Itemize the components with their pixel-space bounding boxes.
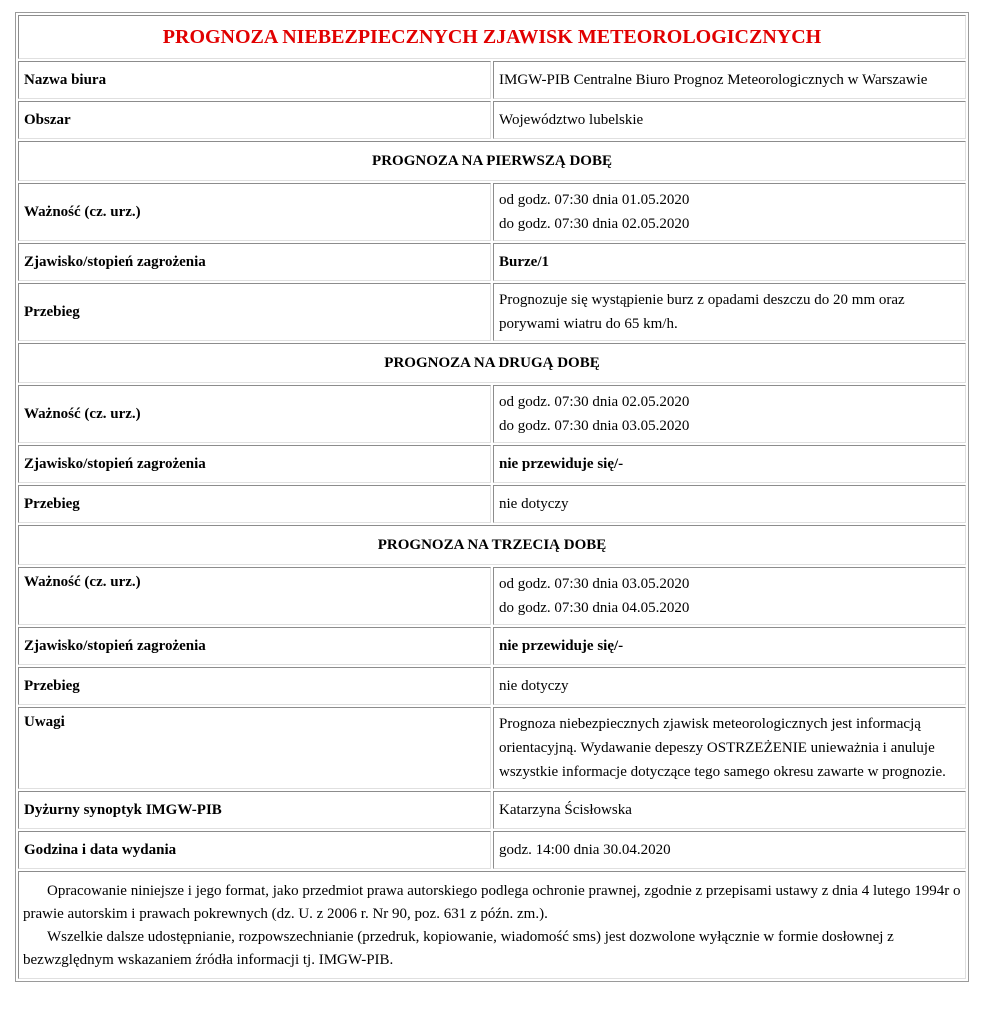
- day1-heading-row: [18, 141, 966, 181]
- office-value: IMGW-PIB Centralne Biuro Prognoz Meteorologicznych w Warszawie: [493, 61, 966, 99]
- day3-heading: PROGNOZA NA TRZECIĄ DOBĘ: [18, 525, 966, 565]
- day2-validity-from: od godz. 07:30 dnia 02.05.2020: [499, 394, 690, 410]
- remarks-row: [18, 707, 966, 789]
- day3-heading-row: [18, 525, 966, 565]
- day1-phenomenon-label: Zjawisko/stopień zagrożenia: [18, 243, 491, 281]
- day3-course-label: Przebieg: [18, 667, 491, 705]
- issued-value: godz. 14:00 dnia 30.04.2020: [493, 831, 966, 869]
- title-row: [18, 15, 966, 59]
- day3-validity-from: od godz. 07:30 dnia 03.05.2020: [499, 576, 690, 592]
- copyright-paragraph-1: Opracowanie niniejsze i jego format, jako przedmiot prawa autorskiego podlega ochronie prawnej, zgodnie z przepisami ustawy z dnia 4 lutego 1994r o prawie autorskim i prawach pokrewnych (dz. U. z 2006 r. Nr 90, poz. 631 z późn. zm.).: [23, 883, 961, 922]
- day2-phenomenon-row: [18, 445, 966, 483]
- day1-validity-from: od godz. 07:30 dnia 01.05.2020: [499, 192, 690, 208]
- forecast-document: [15, 12, 969, 982]
- day2-phenomenon-value: nie przewiduje się/-: [493, 445, 966, 483]
- day1-course-row: [18, 283, 966, 341]
- day2-heading-row: [18, 343, 966, 383]
- day2-course-label: Przebieg: [18, 485, 491, 523]
- day3-validity-label: Ważność (cz. urz.): [18, 567, 491, 625]
- forecaster-value: Katarzyna Ścisłowska: [493, 791, 966, 829]
- day1-validity-row: [18, 183, 966, 241]
- area-label: Obszar: [18, 101, 491, 139]
- document-title: PROGNOZA NIEBEZPIECZNYCH ZJAWISK METEOROLOGICZNYCH: [18, 15, 966, 59]
- day1-course-label: Przebieg: [18, 283, 491, 341]
- issued-label: Godzina i data wydania: [18, 831, 491, 869]
- forecast-table: [16, 13, 968, 981]
- issued-row: [18, 831, 966, 869]
- day2-course-value: nie dotyczy: [493, 485, 966, 523]
- day2-heading: PROGNOZA NA DRUGĄ DOBĘ: [18, 343, 966, 383]
- day2-course-row: [18, 485, 966, 523]
- day1-validity-value: [493, 183, 966, 241]
- day3-course-value: nie dotyczy: [493, 667, 966, 705]
- forecaster-row: [18, 791, 966, 829]
- day1-phenomenon-row: [18, 243, 966, 281]
- day1-phenomenon-value: Burze/1: [493, 243, 966, 281]
- day1-heading: PROGNOZA NA PIERWSZĄ DOBĘ: [18, 141, 966, 181]
- copyright-notice: [18, 871, 966, 979]
- area-row: [18, 101, 966, 139]
- day3-course-row: [18, 667, 966, 705]
- area-value: Województwo lubelskie: [493, 101, 966, 139]
- day3-validity-to: do godz. 07:30 dnia 04.05.2020: [499, 600, 690, 616]
- forecaster-label: Dyżurny synoptyk IMGW-PIB: [18, 791, 491, 829]
- day3-phenomenon-row: [18, 627, 966, 665]
- day3-phenomenon-label: Zjawisko/stopień zagrożenia: [18, 627, 491, 665]
- day2-validity-label: Ważność (cz. urz.): [18, 385, 491, 443]
- copyright-paragraph-2: Wszelkie dalsze udostępnianie, rozpowszechnianie (przedruk, kopiowanie, wiadomość sms) jest dozwolone wyłącznie w formie dosłownej z bezwzględnym wskazaniem źródła informacji tj. IMGW-PIB.: [23, 929, 894, 968]
- day1-validity-to: do godz. 07:30 dnia 02.05.2020: [499, 216, 690, 232]
- office-row: [18, 61, 966, 99]
- day2-validity-row: [18, 385, 966, 443]
- remarks-label: Uwagi: [18, 707, 491, 789]
- day3-phenomenon-value: nie przewiduje się/-: [493, 627, 966, 665]
- day1-course-value: Prognozuje się wystąpienie burz z opadami deszczu do 20 mm oraz porywami wiatru do 65 km/h.: [493, 283, 966, 341]
- day2-phenomenon-label: Zjawisko/stopień zagrożenia: [18, 445, 491, 483]
- remarks-value: Prognoza niebezpiecznych zjawisk meteorologicznych jest informacją orientacyjną. Wydawanie depeszy OSTRZEŻENIE unieważnia i anuluje wszystkie informacje dotyczące tego samego okresu zawarte w prognozie.: [493, 707, 966, 789]
- day2-validity-to: do godz. 07:30 dnia 03.05.2020: [499, 418, 690, 434]
- office-label: Nazwa biura: [18, 61, 491, 99]
- footer-row: [18, 871, 966, 979]
- day3-validity-row: [18, 567, 966, 625]
- day1-validity-label: Ważność (cz. urz.): [18, 183, 491, 241]
- day2-validity-value: [493, 385, 966, 443]
- day3-validity-value: [493, 567, 966, 625]
